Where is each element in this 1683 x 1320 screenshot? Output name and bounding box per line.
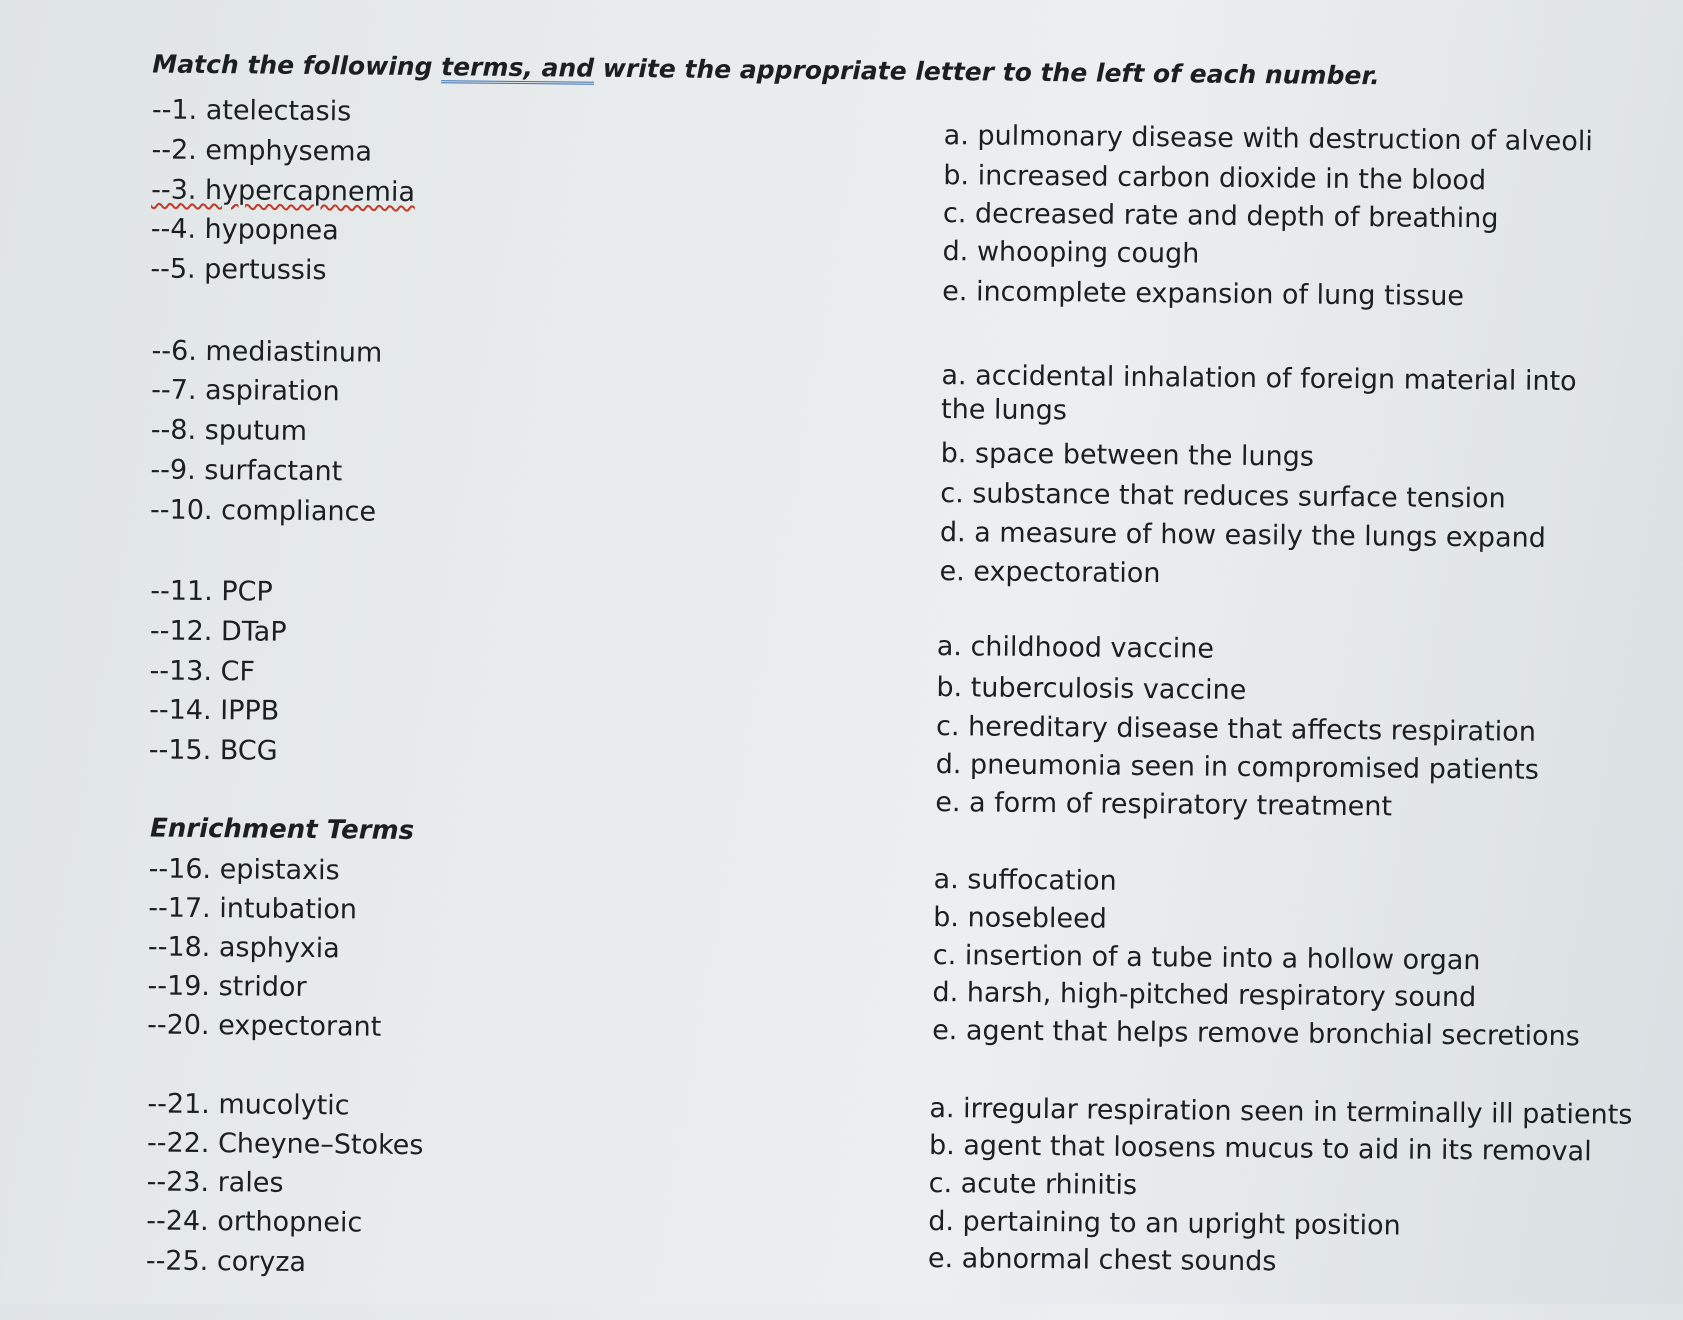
term-5: --5. pertussis <box>150 253 327 287</box>
definition-3d: d. pneumonia seen in compromised patients <box>935 749 1540 786</box>
definition-3c: c. hereditary disease that affects respiration <box>935 711 1537 748</box>
term-13: --13. CF <box>149 655 256 688</box>
term-16: --16. epistaxis <box>148 853 340 887</box>
definition-5d: d. pertaining to an upright position <box>928 1205 1401 1242</box>
definition-5c: c. acute rhinitis <box>928 1167 1138 1201</box>
term-2: --2. emphysema <box>151 134 373 168</box>
definition-1c: c. decreased rate and depth of breathing <box>942 198 1499 235</box>
term-6: --6. mediastinum <box>151 335 383 369</box>
enrichment-terms-heading: Enrichment Terms <box>149 813 415 847</box>
term-3-text: --3. hypercapnemia <box>151 174 416 208</box>
term-23: --23. rales <box>146 1166 284 1199</box>
definition-4e: e. agent that helps remove bronchial secretions <box>932 1014 1580 1053</box>
term-15: --15. BCG <box>148 734 278 767</box>
term-8: --8. sputum <box>150 414 308 447</box>
definition-2a: a. accidental inhalation of foreign material into the lungs <box>940 360 1577 427</box>
term-7: --7. aspiration <box>151 374 340 408</box>
definition-4a: a. suffocation <box>933 864 1117 897</box>
definition-3a: a. childhood vaccine <box>936 631 1215 665</box>
term-12: --12. DTaP <box>149 615 287 648</box>
term-22: --22. Cheyne–Stokes <box>146 1127 424 1162</box>
term-19: --19. stridor <box>147 970 307 1003</box>
term-11: --11. PCP <box>150 575 273 608</box>
definition-2d: d. a measure of how easily the lungs expand <box>939 517 1546 554</box>
term-10: --10. compliance <box>149 494 377 528</box>
term-9: --9. surfactant <box>150 454 343 488</box>
term-4: --4. hypopnea <box>150 213 339 247</box>
definition-1e: e. incomplete expansion of lung tissue <box>942 276 1465 313</box>
definition-1d: d. whooping cough <box>942 236 1200 270</box>
instructions <box>152 49 1380 90</box>
definition-4d: d. harsh, high-pitched respiratory sound <box>932 976 1477 1014</box>
definition-3e: e. a form of respiratory treatment <box>935 787 1393 823</box>
term-21: --21. mucolytic <box>147 1088 350 1122</box>
definition-5e: e. abnormal chest sounds <box>927 1242 1277 1278</box>
definition-2b: b. space between the lungs <box>940 438 1315 473</box>
instructions-suffix: write the appropriate letter to the left of each number. <box>594 53 1380 91</box>
definition-5a: a. irregular respiration seen in terminally ill patients <box>929 1092 1633 1131</box>
definition-1b: b. increased carbon dioxide in the blood <box>943 160 1487 197</box>
definition-4c: c. insertion of a tube into a hollow organ <box>932 939 1481 977</box>
definition-4b: b. nosebleed <box>933 902 1108 935</box>
definition-1a: a. pulmonary disease with destruction of alveoli <box>943 120 1593 158</box>
term-17: --17. intubation <box>148 892 358 926</box>
term-1: --1. atelectasis <box>151 94 352 128</box>
term-18: --18. asphyxia <box>147 931 340 965</box>
instructions-prefix: Match the following <box>152 49 442 82</box>
definition-2e: e. expectoration <box>939 556 1161 590</box>
term-3 <box>151 175 415 208</box>
definition-2c: c. substance that reduces surface tension <box>940 478 1506 515</box>
definition-3b: b. tuberculosis vaccine <box>936 672 1247 706</box>
instructions-underlined: terms, and <box>441 52 595 83</box>
term-25: --25. coryza <box>145 1245 307 1278</box>
definition-5b: b. agent that loosens mucus to aid in its removal <box>928 1129 1592 1168</box>
term-14: --14. IPPB <box>149 694 280 727</box>
term-20: --20. expectorant <box>147 1009 382 1043</box>
term-24: --24. orthopneic <box>146 1205 363 1239</box>
